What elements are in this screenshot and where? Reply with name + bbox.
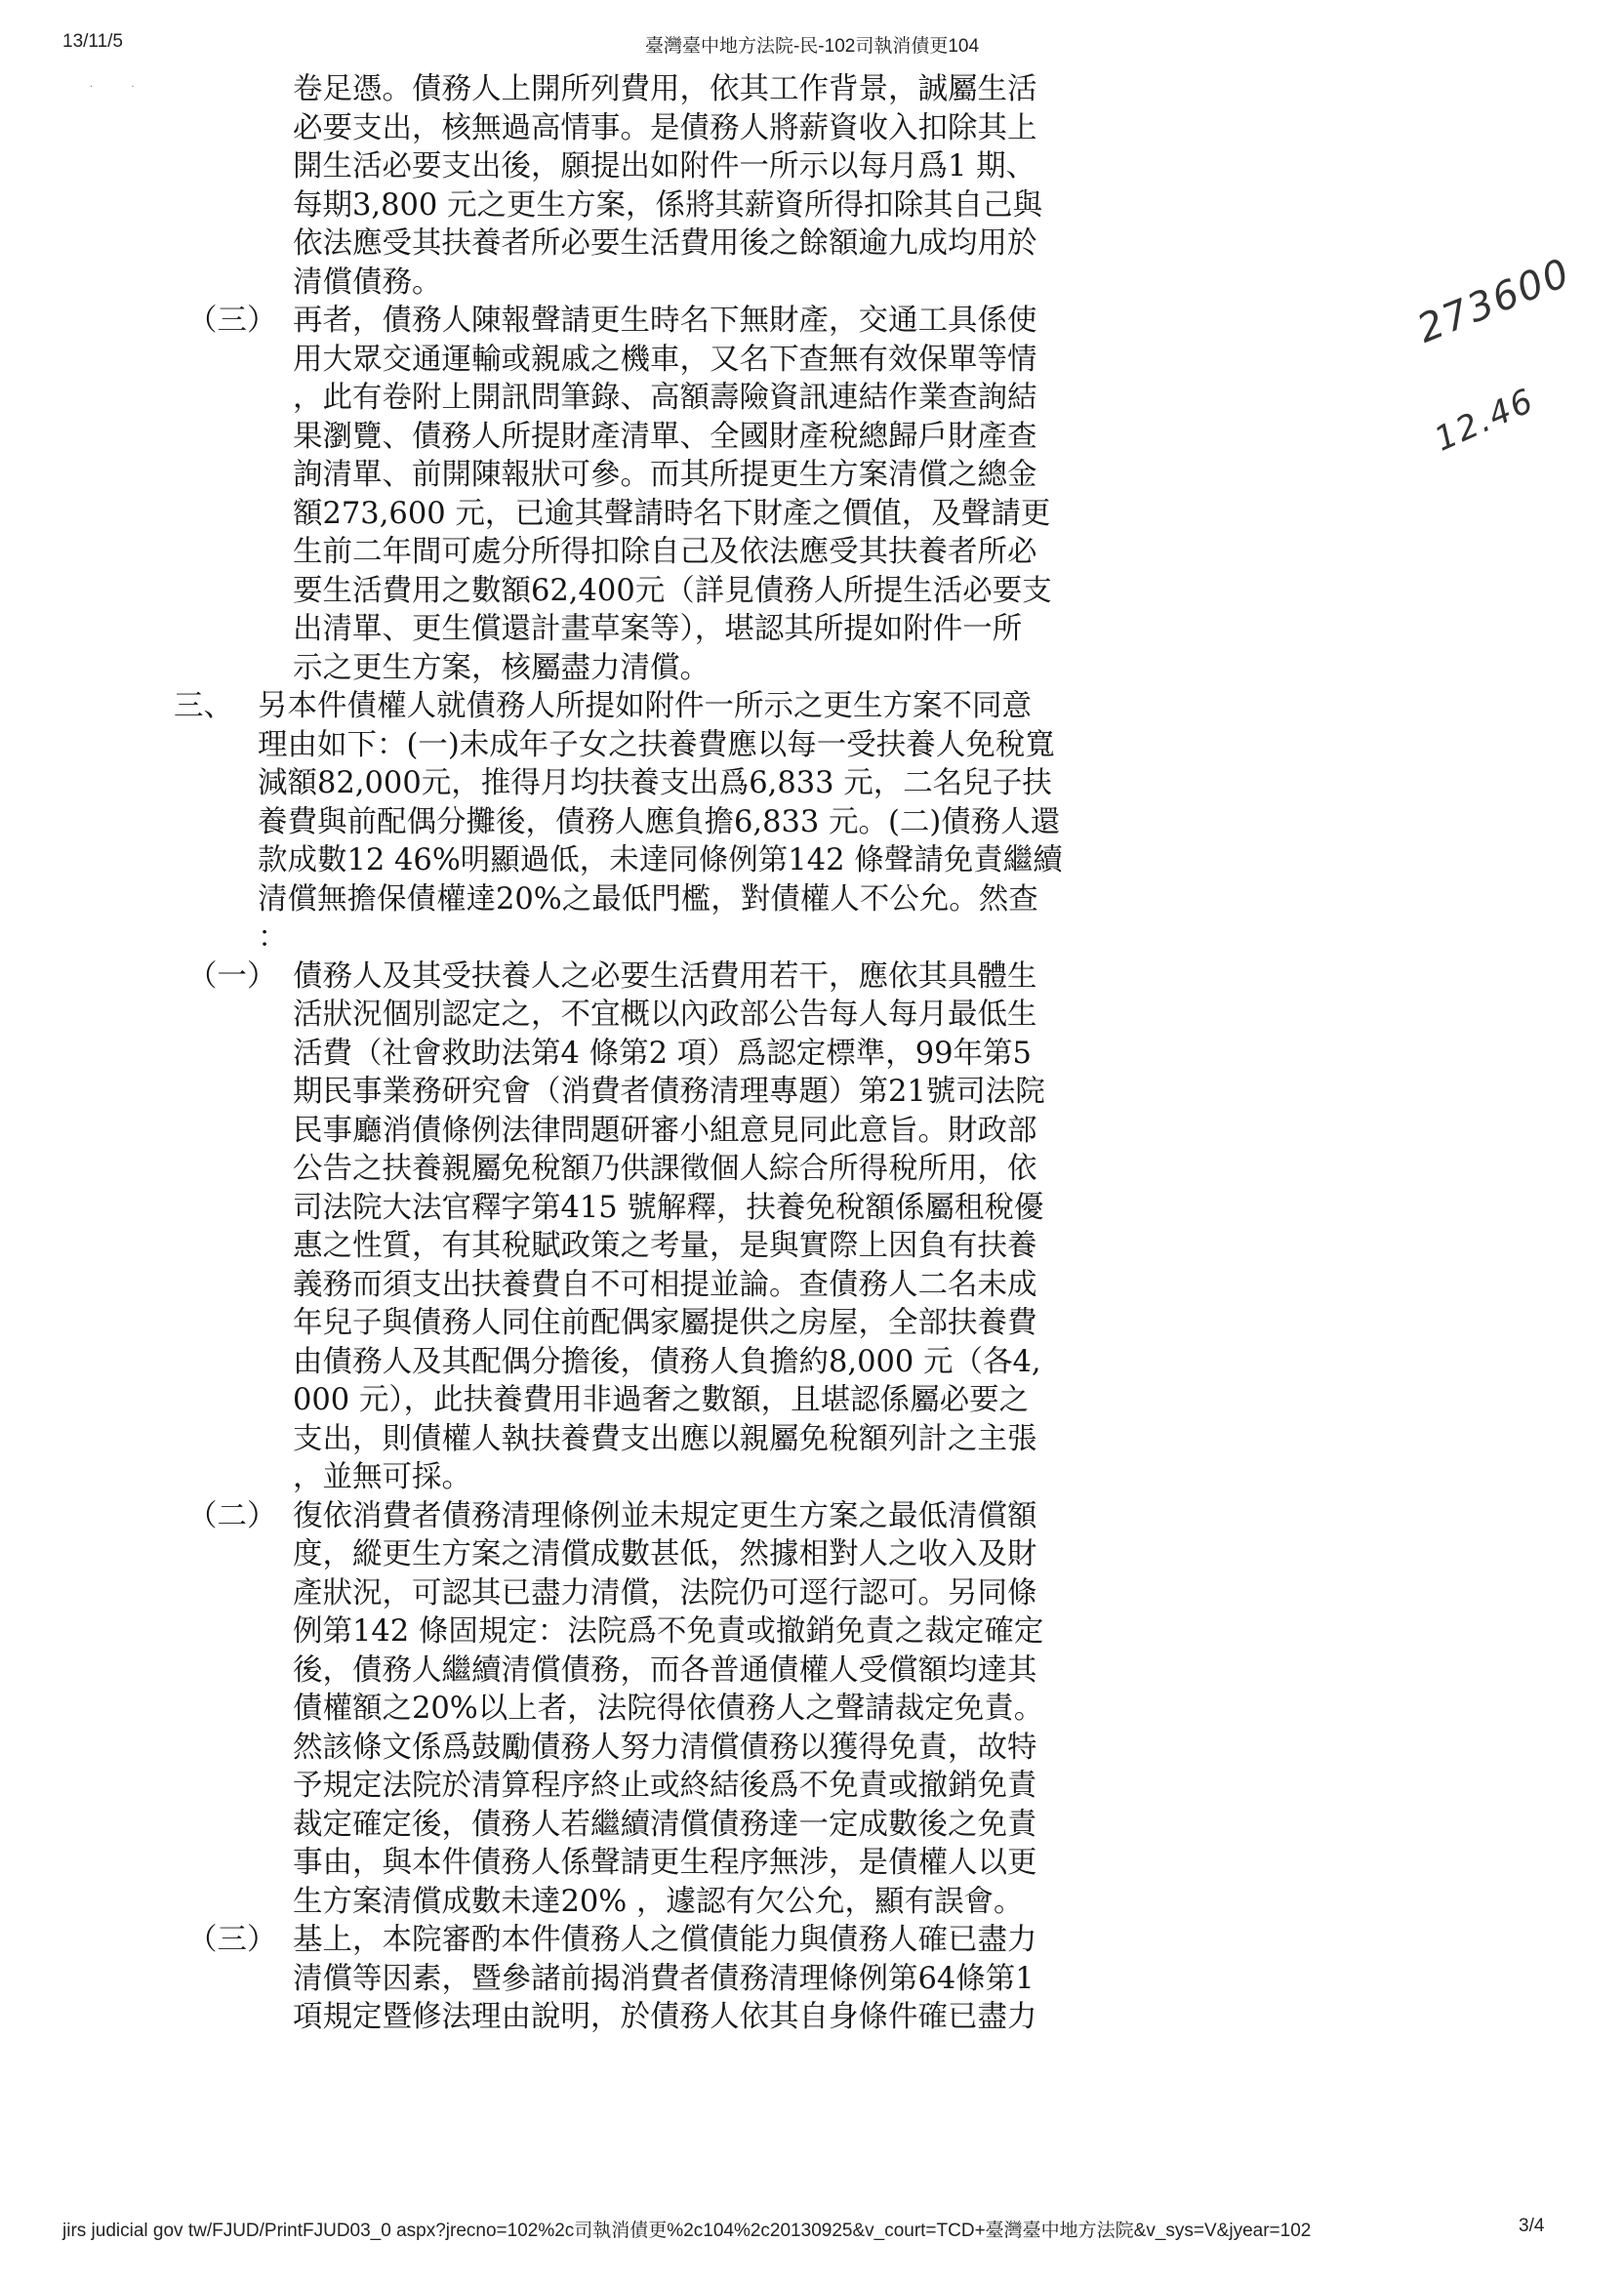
text-line: ，並無可採。	[293, 1460, 471, 1494]
print-date: 13/11/5	[62, 31, 123, 52]
text-line: 活狀況個別認定之，不宜概以內政部公告每人每月最低生	[293, 998, 1037, 1032]
text-line: 出清單、更生償還計畫草案等），堪認其所提如附件一所	[293, 612, 1023, 646]
text-line: 要生活費用之數額62,400元（詳見債務人所提生活必要支	[293, 573, 1052, 608]
text-line: 生方案清償成數未達20% ，遽認有欠公允，顯有誤會。	[293, 1884, 1024, 1919]
document-body	[0, 70, 1624, 2037]
paragraph-marker: 三、	[174, 689, 233, 723]
text-line: 惠之性質，有其稅賦政策之考量，是與實際上因負有扶養	[293, 1229, 1037, 1263]
text-line: 項規定暨修法理由說明，於債務人依其自身條件確已盡力	[293, 2000, 1037, 2034]
text-line: 詢清單、前開陳報狀可參。而其所提更生方案清償之總金	[293, 458, 1037, 492]
text-line: 期民事業務研究會（消費者債務清理專題）第21號司法院	[293, 1075, 1045, 1109]
text-line: 裁定確定後，債務人若繼續清償債務達一定成數後之免責	[293, 1807, 1037, 1842]
text-line: 款成數12 46%明顯過低，未達同條例第142 條聲請免責繼續	[258, 843, 1063, 877]
paragraph	[0, 958, 1624, 1497]
source-url: jirs judicial gov tw/FJUD/PrintFJUD03_0 aspx?jrecno=102%2c司執消債更%2c104%2c20130925&v_court=TCD+臺灣臺中地方法院&v_sys=V&jyear=102	[62, 2221, 1312, 2241]
scan-specks: · ·	[90, 82, 152, 93]
paragraph	[0, 1921, 1624, 2037]
text-line: 予規定法院於清算程序終止或終結後爲不免責或撤銷免責	[293, 1769, 1037, 1803]
text-line: 支出，則債權人執扶養費支出應以親屬免稅額列計之主張	[293, 1421, 1037, 1456]
text-line: 義務而須支出扶養費自不可相提並論。查債務人二名未成	[293, 1267, 1037, 1302]
text-line: 另本件債權人就債務人所提如附件一所示之更生方案不同意	[258, 689, 1032, 723]
text-line: 債務人及其受扶養人之必要生活費用若干，應依其具體生	[293, 958, 1037, 994]
paragraph-marker: （三）	[187, 304, 277, 338]
text-line: 年兒子與債務人同住前配偶家屬提供之房屋，全部扶養費	[293, 1306, 1037, 1340]
text-line: 度，縱更生方案之清償成數甚低，然據相對人之收入及財	[293, 1537, 1037, 1571]
handwritten-note: 273600	[1411, 250, 1577, 352]
text-line: 司法院大法官釋字第415 號解釋，扶養免稅額係屬租稅優	[293, 1190, 1044, 1225]
handwritten-note: 12.46	[1429, 381, 1541, 460]
paragraph	[0, 1497, 1624, 1922]
text-line: 債權額之20%以上者，法院得依債務人之聲請裁定免責。	[293, 1692, 1044, 1726]
text-line: 活費（社會救助法第4 條第2 項）爲認定標準，99年第5	[293, 1036, 1032, 1071]
text-line: 清償債務。	[293, 265, 442, 300]
text-line: 依法應受其扶養者所必要生活費用後之餘額逾九成均用於	[293, 226, 1037, 261]
text-line: 民事廳消債條例法律問題研審小組意見同此意旨。財政部	[293, 1113, 1037, 1148]
page-number: 3/4	[1519, 2216, 1545, 2236]
text-line: 例第142 條固規定：法院爲不免責或撤銷免責之裁定確定	[293, 1614, 1044, 1649]
text-line: 清償等因素，暨參諸前揭消費者債務清理條例第64條第1	[293, 1961, 1035, 1996]
page-footer	[0, 2216, 1624, 2245]
text-line: 用大眾交通運輸或親戚之機車，又名下查無有效保單等情	[293, 342, 1037, 377]
text-line: 再者，債務人陳報聲請更生時名下無財產，交通工具係使	[293, 304, 1037, 338]
paragraph	[0, 70, 1624, 302]
text-line: 事由，與本件債務人係聲請更生程序無涉，是債權人以更	[293, 1846, 1037, 1880]
text-line: 示之更生方案，核屬盡力清償。	[293, 650, 710, 685]
text-line: 果瀏覽、債務人所提財產清單、全國財產稅總歸戶財產查	[293, 419, 1037, 454]
text-line: 生前二年間可處分所得扣除自己及依法應受其扶養者所必	[293, 535, 1037, 569]
text-line: 額273,600 元，已逾其聲請時名下財產之價值，及聲請更	[293, 496, 1051, 531]
text-line: 每期3,800 元之更生方案，係將其薪資所得扣除其自己與	[293, 187, 1043, 223]
text-line: 基上，本院審酌本件債務人之償債能力與債務人確已盡力	[293, 1923, 1037, 1957]
text-line: ：	[258, 920, 288, 955]
text-line: 000 元），此扶養費用非過奢之數額，且堪認係屬必要之	[293, 1383, 1030, 1417]
text-line: 開生活必要支出後，願提出如附件一所示以每月爲1 期、	[293, 149, 1036, 183]
paragraph-marker: （一）	[187, 958, 277, 994]
text-line: 後，債務人繼續清償債務，而各普通債權人受償額均達其	[293, 1652, 1037, 1688]
text-line: 復依消費者債務清理條例並未規定更生方案之最低清償額	[293, 1498, 1037, 1533]
text-line: 然該條文係爲鼓勵債務人努力清償債務以獲得免責，故特	[293, 1730, 1037, 1765]
text-line: 減額82,000元，推得月均扶養支出爲6,833 元，二名兒子扶	[258, 766, 1052, 800]
page-header	[0, 31, 1624, 61]
text-line: 產狀況，可認其已盡力清償，法院仍可逕行認可。另同條	[293, 1575, 1037, 1610]
text-line: 由債務人及其配偶分擔後，債務人負擔約8,000 元（各4,	[293, 1344, 1041, 1379]
text-line: 卷足憑。債務人上開所列費用，依其工作背景，誠屬生活	[293, 72, 1037, 106]
paragraph-marker: （三）	[187, 1923, 277, 1957]
paragraph	[0, 302, 1624, 687]
paragraph	[0, 687, 1624, 958]
text-line: 清償無擔保債權達20%之最低門檻，對債權人不公允。然查	[258, 881, 1038, 917]
document-title: 臺灣臺中地方法院-民-102司執消債更104	[644, 36, 980, 57]
text-line: 養費與前配偶分攤後，債務人應負擔6,833 元。(二)債務人還	[258, 804, 1061, 839]
text-line: ，此有卷附上開訊問筆錄、高額壽險資訊連結作業查詢結	[293, 381, 1037, 415]
text-line: 必要支出，核無過高情事。是債務人將薪資收入扣除其上	[293, 110, 1037, 145]
text-line: 理由如下：(一)未成年子女之扶養費應以每一受扶養人免稅寬	[258, 727, 1055, 762]
text-line: 公告之扶養親屬免稅額乃供課徵個人綜合所得稅所用，依	[293, 1152, 1037, 1186]
paragraph-marker: （二）	[187, 1498, 277, 1533]
